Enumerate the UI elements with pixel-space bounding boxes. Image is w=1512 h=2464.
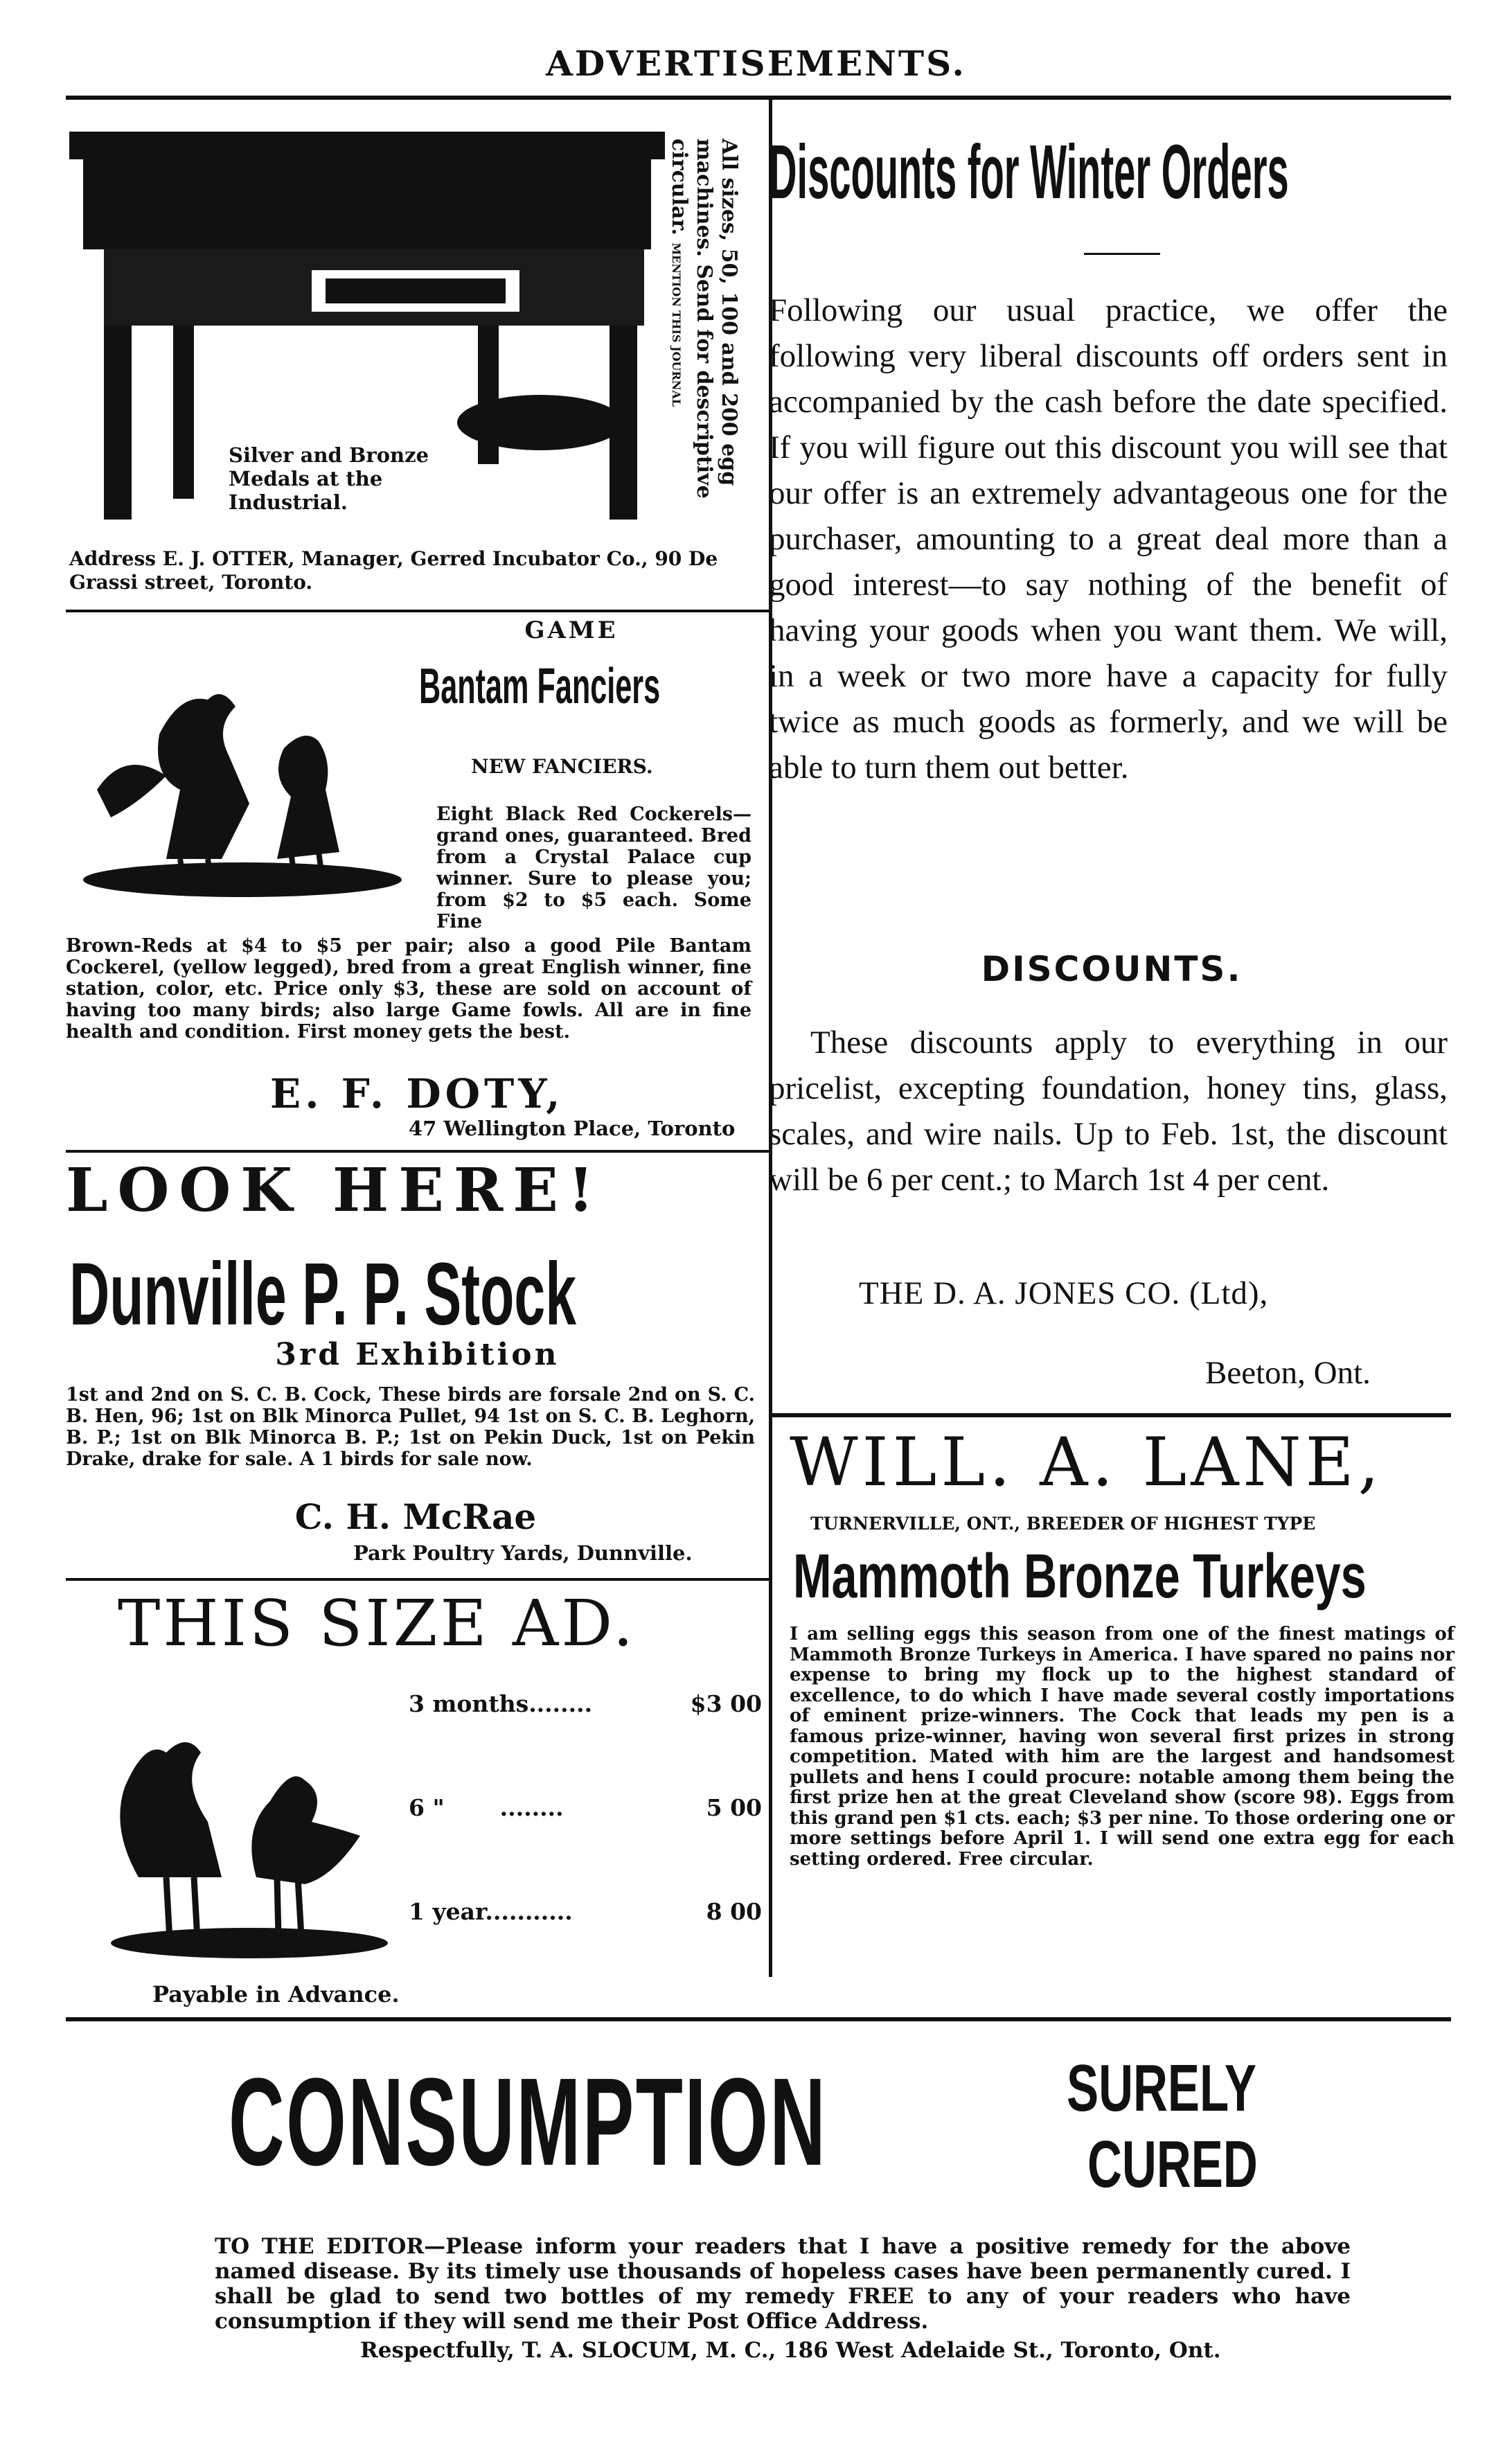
doty-signature: E. F. DOTY, [270,1070,564,1117]
dunnville-subtitle: 3rd Exhibition [275,1337,560,1372]
consumption-body: TO THE EDITOR—Please inform your readers that I have a positive remedy for the above named disease. By its timely use thousands of hopeless cases have been permanently cured. I shall be glad to send two bottles of my remedy FREE to any of your readers who have consumption if they will send me their Post Office Address. [215,2234,1351,2334]
rate-price: 5 00 [706,1794,762,1821]
dunnville-body: 1st and 2nd on S. C. B. Cock, These birds are forsale 2nd on S. C. B. Hen, 96; 1st on Blk Minorca Pullet, 94 1st on S. C. B. Leghorn, B. P.; 1st on Blk Minorca B. P.; 1st on Pekin Duck, 1st on Pekin Drake, drake for sale. A 1 birds for sale now. [66,1384,755,1470]
cured-text: CURED [1087,2127,1258,2201]
game-label: GAME [524,617,619,644]
rooster-pair-illustration-2 [97,1669,395,1960]
payable-in-advance: Payable in Advance. [152,1981,400,2007]
rooster-pair-illustration [69,651,416,901]
rate-row [409,1690,762,1725]
bottom-rule [66,2017,1451,2021]
discounts-body: Following our usual practice, we offer the following very liberal discounts off orders sent in accompanied by the cash before the date specified. If you will figure out this discount you will see that our offer is an extremely advantageous one for the purchaser, amounting to a great deal more than a good interest—to say nothing of the benefit of having your goods when you want them. We will, in a week or two more have a capacity for fully twice as much goods as formerly, and we will be able to turn them out better. [769,292,1448,786]
turkeys-title: Mammoth Bronze Turkeys [793,1542,1367,1611]
bantam-body-full: Brown-Reds at $4 to $5 per pair; also a good Pile Bantam Cockerel, (yellow legged), bred from a great English winner, fine station, color, etc. Price only $3, these are sold on account of having too many birds; also large Game fowls. All are in fine health and condition. First money gets the best. [66,935,751,1043]
discounts-subhead: DISCOUNTS. [981,949,1243,989]
bantam-subtitle: NEW FANCIERS. [471,755,653,778]
lane-body: I am selling eggs this season from one of the finest matings of Mammoth Bronze Turkeys in America. I have spared no pains nor expense to bring my flock up to the highest standard of excellence, to do which I have made several costly importations of eminent prize-winners. The Cock that leads my pen is a famous prize-winner, having won several first prizes in strong competition. Mated with him are the largest and handsomest pullets and hens I could procure: notable among them being the first prize hen at the great Cleveland show (score 98). Eggs from this grand pen $1 cts. each; $3 per nine. To those ordering one or more settings before April 1. I will send one extra egg for each setting ordered. Free circular. [790,1624,1455,1870]
jones-company: THE D. A. JONES CO. (Ltd), [859,1275,1269,1311]
discounts-rule [772,1413,1451,1417]
bantam-fanciers-title: Bantam Fanciers [419,659,661,714]
rate-price: $3 00 [690,1690,762,1717]
rate-price: 8 00 [706,1898,762,1925]
this-size-ad-title: THIS SIZE AD. [118,1586,637,1660]
consumption-headline: CONSUMPTION [229,2053,828,2192]
game-rule [66,1150,769,1153]
surely-text: SURELY [1067,2051,1257,2125]
rate-term: 3 months [409,1690,529,1717]
slocum-signature: Respectfully, T. A. SLOCUM, M. C., 186 West Adelaide St., Toronto, Ont. [360,2338,1221,2363]
rate-row [409,1794,762,1829]
rate-dots: .......... [492,1898,573,1925]
discounts-title-rule [1084,253,1160,255]
incubator-mention-text: MENTION THIS JOURNAL [670,242,683,407]
rate-row [409,1898,762,1933]
incubator-sizes-text: All sizes, 50, 100 and 200 egg machines. Send for descriptive circular. [667,139,741,499]
mcrae-address: Park Poultry Yards, Dunnville. [353,1541,693,1565]
page-header: ADVERTISEMENTS. [546,43,966,84]
incubator-medals: Silver and Bronze Medals at the Industrial. [229,443,429,514]
dunnville-rule [66,1578,769,1581]
look-here-headline: LOOK HERE! [66,1155,604,1225]
dunnville-title: Dunville P. P. Stock [69,1245,577,1344]
rate-dots: ........ [528,1690,593,1717]
rate-dots: ........ [499,1794,564,1821]
rate-term: 6 " [409,1794,445,1821]
lane-subtitle: TURNERVILLE, ONT., BREEDER OF HIGHEST TYPE [810,1514,1316,1534]
header-rule [66,96,1451,100]
bantam-body-right: Eight Black Red Cockerels—grand ones, guaranteed. Bred from a Crystal Palace cup winner. Sure to please you; from $2 to $5 each. Some Fine [436,804,751,932]
doty-address: 47 Wellington Place, Toronto [409,1117,736,1140]
jones-location: Beeton, Ont. [1205,1355,1371,1391]
discounts-body-2: These discounts apply to everything in our pricelist, excepting foundation, honey tins, glass, scales, and wire nails. Up to Feb. 1st, the discount will be 6 per cent.; to March 1st 4 per cent. [769,1025,1448,1198]
incubator-rule [66,610,769,612]
mcrae-signature: C. H. McRae [294,1496,537,1537]
incubator-address: Address E. J. OTTER, Manager, Gerred Incubator Co., 90 De Grassi street, Toronto. [69,547,718,594]
discounts-title: Discounts for Winter Orders [769,130,1289,215]
rate-term: 1 year. [409,1898,493,1925]
lane-name: WILL. A. LANE, [790,1424,1384,1501]
incubator-side-text [665,139,741,540]
